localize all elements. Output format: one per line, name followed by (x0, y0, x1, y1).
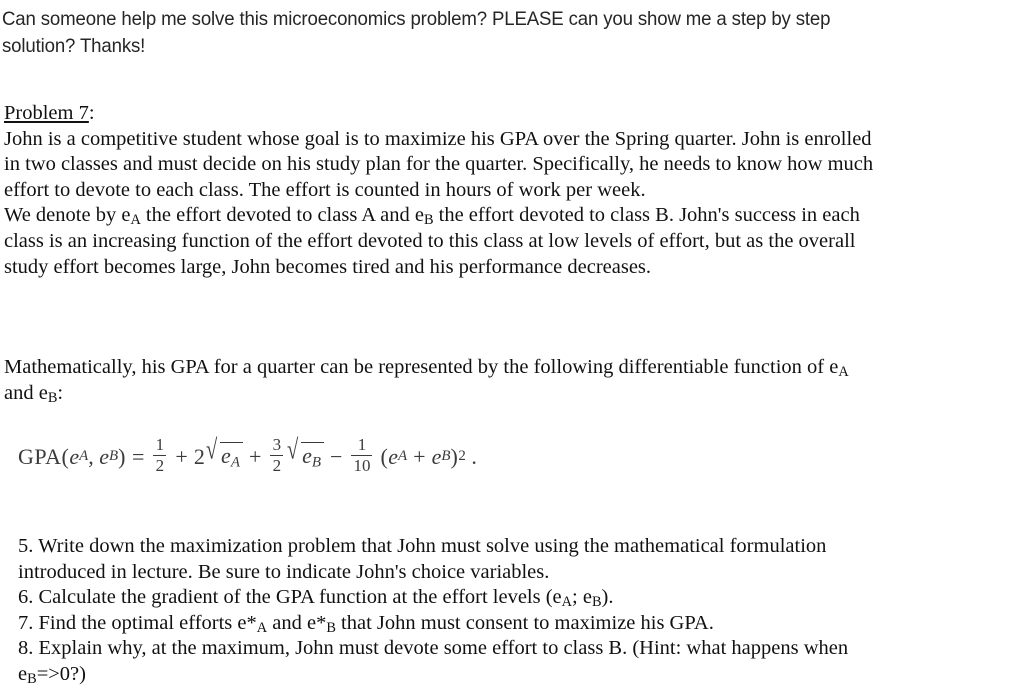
intro-line-1: John is a competitive student whose goal is to maximize his GPA over the Spring quarter. John is enrolled (4, 127, 872, 150)
radicand-sub: B (311, 454, 322, 471)
fraction-three-halves (270, 436, 283, 475)
equation-comma: , (88, 443, 95, 469)
question-list (18, 534, 1018, 688)
radicand-var: e (302, 443, 312, 469)
paragraph-spacer (4, 280, 1014, 355)
equation-group-plus: + (413, 443, 426, 469)
notation-text-c: the effort devoted to class B. John's success in each (433, 204, 860, 227)
equation-equals-sign: = (131, 443, 145, 469)
fraction-numerator: 1 (155, 435, 165, 454)
subscript-b: B (591, 594, 602, 611)
radicand-sub: A (230, 454, 240, 471)
fraction-denominator: 10 (353, 456, 371, 476)
fraction-numerator: 3 (272, 435, 282, 454)
fraction-numerator: 1 (357, 435, 367, 454)
asker-question-line-2: solution? Thanks! (2, 35, 146, 57)
fraction-denominator: 2 (155, 456, 165, 476)
equation-plus-1: + (175, 443, 188, 469)
question-8-line-1: 8. Explain why, at the maximum, John must devote some effort to class B. (Hint: what happens when (18, 637, 849, 660)
sqrt-ea (206, 435, 243, 472)
radical-sign-icon: √ (206, 435, 218, 466)
question-7-text-c: that John must consent to maximize his GPA. (335, 611, 714, 634)
sqrt-radicand-ea (220, 442, 243, 472)
problem-heading (4, 101, 1014, 127)
equation-period: . (471, 443, 478, 469)
subscript-b: B (423, 212, 434, 229)
question-6-text-a: 6. Calculate the gradient of the GPA function at the effort levels (e (18, 586, 562, 609)
equation-plus-2: + (248, 443, 262, 469)
gpa-equation (18, 437, 477, 476)
radical-sign-icon: √ (287, 435, 299, 466)
equation-group-sub-b: B (441, 448, 451, 465)
notation-line-1 (4, 203, 1014, 229)
equation-exponent-2: 2 (458, 448, 467, 465)
subscript-b: B (47, 389, 58, 406)
equation-var-eb: e (99, 443, 109, 469)
notation-text-b: the effort devoted to class A and e (140, 204, 424, 227)
equation-group-var-eb: e (431, 443, 442, 469)
subscript-b: B (326, 619, 336, 636)
math-intro-line-1 (4, 355, 1014, 381)
question-6-text-b: ; e (572, 586, 592, 609)
notation-line-3: study effort becomes large, John becomes tired and his performance decreases. (4, 255, 652, 278)
equation-sub-a: A (79, 448, 89, 465)
subscript-a: A (256, 619, 268, 636)
asker-question-line-1: Can someone help me solve this microeconomics problem? PLEASE can you show me a step by step (2, 8, 831, 30)
subscript-a: A (838, 364, 849, 381)
question-8-line-2 (18, 662, 1018, 688)
sqrt-eb (287, 435, 324, 472)
question-7-text-b: and e* (267, 611, 327, 634)
equation-coefficient-2: 2 (193, 443, 206, 469)
equation-group-paren-close: ) (450, 443, 459, 469)
sqrt-radicand-eb (301, 442, 324, 472)
equation-var-ea: e (69, 443, 80, 469)
question-6-line-1 (18, 585, 1018, 611)
equation-sub-b: B (109, 448, 119, 465)
equation-group-paren-open: ( (380, 443, 389, 469)
question-7-line-1 (18, 611, 1018, 637)
question-item-5 (18, 534, 1018, 585)
question-item-7 (18, 611, 1018, 637)
notation-line-2: class is an increasing function of the effort devoted to this class at low levels of effort, but as the overall (4, 229, 856, 252)
equation-paren-close: ) (118, 443, 126, 469)
fraction-one-tenth (351, 436, 372, 475)
question-item-6 (18, 585, 1018, 611)
question-6-text-c: ). (601, 586, 614, 609)
math-intro-text-a: Mathematically, his GPA for a quarter can be represented by the following differentiable function of e (4, 356, 839, 379)
equation-group-var-ea: e (388, 443, 399, 469)
problem-heading-label: Problem 7 (4, 102, 89, 124)
question-item-8 (18, 636, 1018, 687)
math-intro-line-2 (4, 381, 1014, 407)
notation-text-a: We denote by e (4, 204, 131, 227)
question-5-line-2: introduced in lecture. Be sure to indicate John's choice variables. (18, 560, 550, 583)
subscript-a: A (130, 212, 141, 229)
math-intro-colon: : (57, 381, 64, 404)
equation-group-sub-a: A (398, 448, 408, 465)
asker-question (2, 6, 957, 60)
question-7-text-a: 7. Find the optimal efforts e* (18, 611, 257, 634)
equation-function-name: GPA (18, 443, 62, 469)
equation-paren-open: ( (61, 443, 70, 469)
problem-heading-colon: : (88, 102, 95, 124)
radicand-var: e (221, 443, 231, 469)
fraction-denominator: 2 (272, 456, 282, 476)
equation-minus-sign: − (330, 443, 343, 469)
math-intro-text-b: and e (4, 381, 48, 404)
question-8-var-e: e (18, 662, 28, 685)
question-5-line-1: 5. Write down the maximization problem that John must solve using the mathematical formulation (18, 535, 827, 557)
subscript-b: B (27, 671, 37, 688)
problem-document (4, 101, 1014, 406)
intro-line-3: effort to devote to each class. The effort is counted in hours of work per week. (4, 178, 646, 201)
subscript-a: A (561, 594, 573, 611)
question-8-text-b: =>0?) (36, 662, 86, 685)
intro-line-2: in two classes and must decide on his study plan for the quarter. Specifically, he needs to know how much (4, 153, 874, 176)
fraction-one-half (153, 436, 166, 475)
